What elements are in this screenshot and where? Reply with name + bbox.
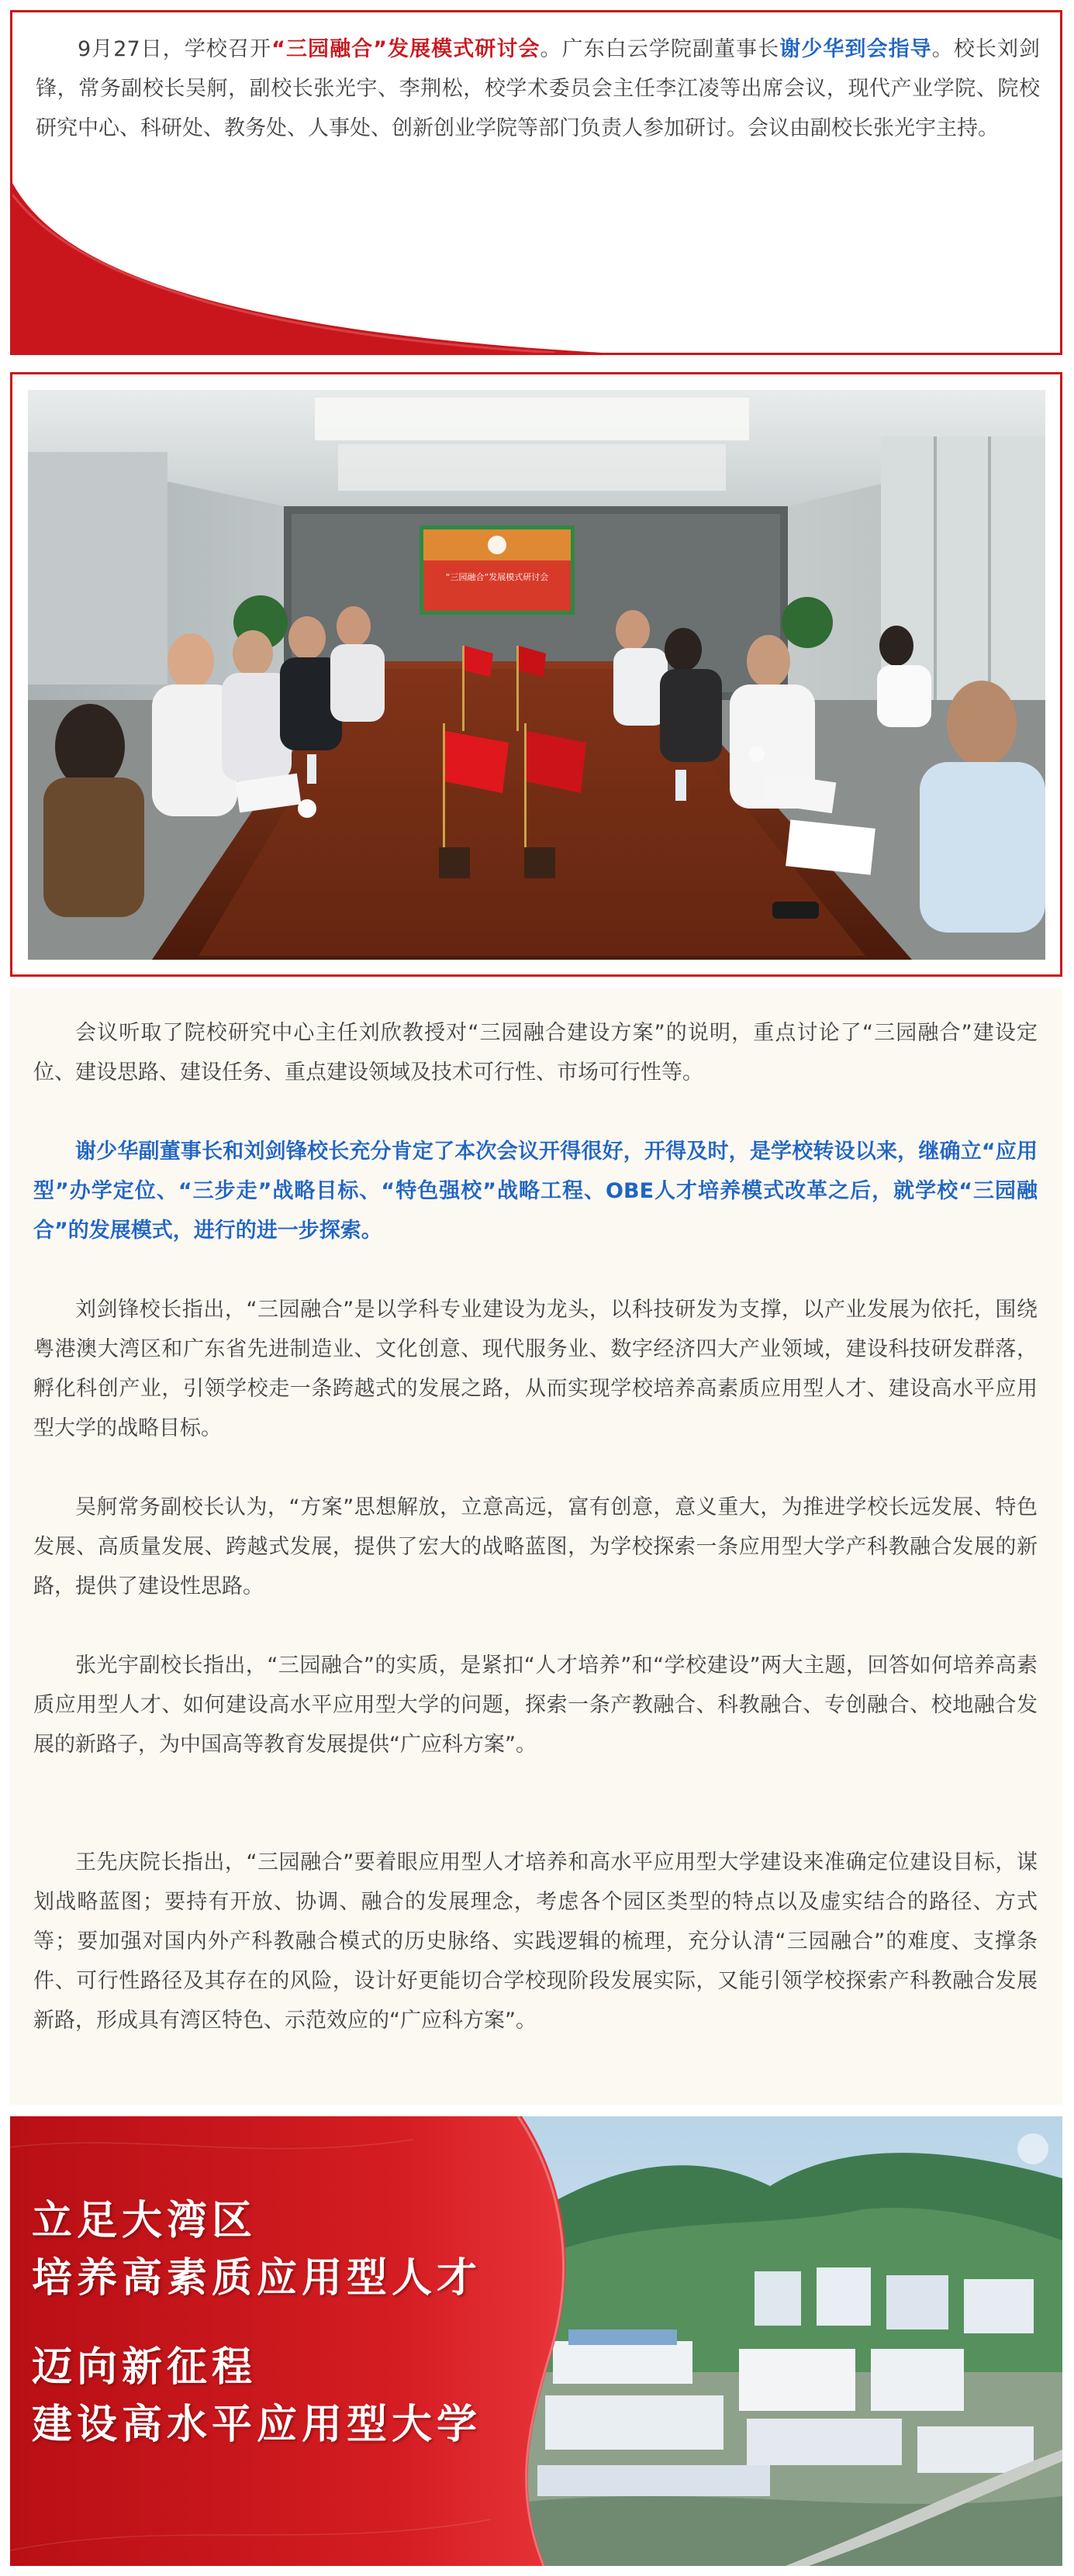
paragraph-6: 王先庆院长指出，“三园融合”要着眼应用型人才培养和高水平应用型大学建设来准确定位建设目标，谋划战略蓝图；要持有开放、协调、融合的发展理念，考虑各个园区类型的特点以及虚实结合的路径、方式等；要加强对国内外产科教融合模式的历史脉络、实践逻辑的梳理，充分认清“三园融合”的难度、支撑条件、可行性路径及其存在的风险，设计好更能切合学校现阶段发展实际，又能引领学校探索产科教融合发展新路，形成具有湾区特色、示范效应的“广应科方案”。 [33,1850,1038,2033]
article-body [10,988,1062,2105]
campus-aerial-image [10,2116,1062,2566]
intro-paragraph [36,29,1040,148]
intro-rest-text: 。校长刘剑锋，常务副校长吴舸，副校长张光宇、李荆松，校学术委员会主任李江凌等出席会议，现代产业学院、院校研究中心、科研处、教务处、人事处、创新创业学院等部门负责人参加研讨。会议由副校长张光宇主持。 [36,37,1041,140]
paragraph-2-highlight: 谢少华副董事长和刘剑锋校长充分肯定了本次会议开得很好，开得及时，是学校转设以来，继确立“应用型”办学定位、“三步走”战略目标、“特色强校”战略工程、OBE人才培养模式改革之后，就学校“三园融合”的发展模式，进行的进一步探索。 [33,1140,1038,1243]
paragraph-3: 刘剑锋校长指出，“三园融合”是以学科专业建设为龙头，以科技研发为支撑，以产业发展为依托，围绕粤港澳大湾区和广东省先进制造业、文化创意、现代服务业、数字经济四大产业领域，建设科技研发群落，孵化科创产业，引领学校走一条跨越式的发展之路，从而实现学校培养高素质应用型人才、建设高水平应用型大学的战略目标。 [33,1298,1038,1440]
meeting-photo [28,390,1045,960]
paragraph-4: 吴舸常务副校长认为，“方案”思想解放，立意高远，富有创意，意义重大，为推进学校长远发展、特色发展、高质量发展、跨越式发展，提供了宏大的战略蓝图，为学校探索一条应用型大学产科教融合发展的新路，提供了建设性思路。 [33,1495,1038,1598]
intro-mid-text: 。广东白云学院副董事长 [540,37,780,61]
photo-box [10,372,1062,977]
expand-icon[interactable] [1017,2133,1048,2164]
slogan-line-3: 迈向新征程 [32,2344,257,2391]
guest-highlight: 谢少华到会指导 [779,37,932,61]
intro-box [10,10,1062,355]
paragraph-5: 张光宇副校长指出，“三园融合”的实质，是紧扣“人才培养”和“学校建设”两大主题，回答如何培养高素质应用型人才、如何建设高水平应用型大学的问题，探索一条产教融合、科教融合、专创融合、校地融合发展的新路子，为中国高等教育发展提供“广应科方案”。 [33,1654,1038,1757]
meeting-name: “三园融合”发展模式研讨会 [271,37,540,61]
slogan-line-1: 立足大湾区 [32,2198,257,2244]
slogan-line-2: 培养高素质应用型人才 [32,2255,482,2302]
slogan-line-4: 建设高水平应用型大学 [32,2402,482,2448]
paragraph-1: 会议听取了院校研究中心主任刘欣教授对“三园融合建设方案”的说明，重点讨论了“三园融合”建设定位、建设思路、建设任务、重点建设领域及技术可行性、市场可行性等。 [33,1021,1038,1085]
intro-date-text: 9月27日，学校召开 [78,37,272,61]
campus-banner [10,2116,1062,2566]
screen-title: “三园融合”发展模式研讨会 [445,572,549,582]
